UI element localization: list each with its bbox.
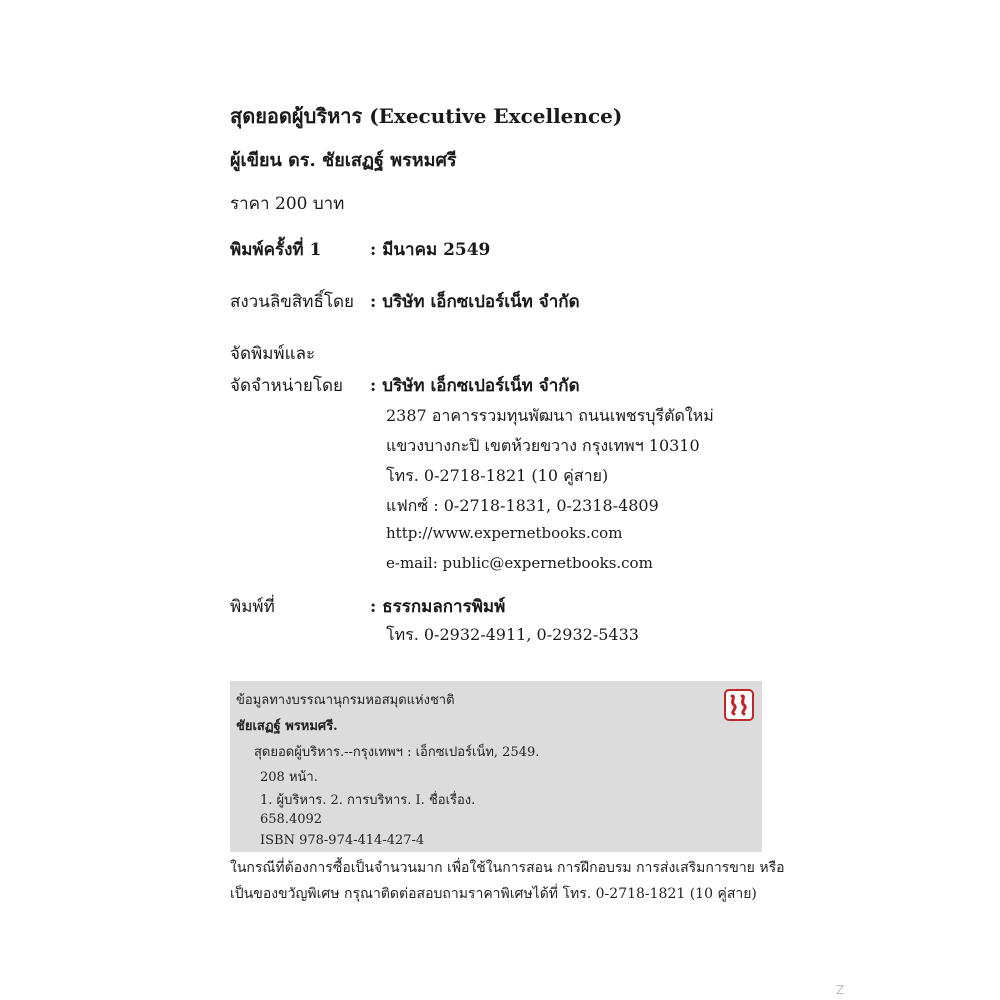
publisher-value: : บริษัท เอ็กซเปอร์เน็ท จำกัด: [370, 376, 580, 396]
catalog-classification: 658.4092: [260, 812, 323, 827]
catalog-box: [230, 681, 762, 852]
copyright-value: : บริษัท เอ็กซเปอร์เน็ท จำกัด: [370, 292, 580, 312]
page-mark: Z: [836, 983, 845, 997]
publisher-label-line1: จัดพิมพ์และ: [230, 344, 316, 364]
book-price: ราคา 200 บาท: [230, 194, 345, 214]
edition-value: : มีนาคม 2549: [370, 240, 491, 260]
catalog-title-line: สุดยอดผู้บริหาร.--กรุงเทพฯ : เอ็กซเปอร์เน็ท, 2549.: [254, 745, 540, 760]
catalog-pages: 208 หน้า.: [260, 770, 318, 785]
bulk-order-note-line2: เป็นของขวัญพิเศษ กรุณาติดต่อสอบถามราคาพิเศษได้ที่ โทร. 0-2718-1821 (10 คู่สาย): [230, 886, 757, 902]
publisher-phone: โทร. 0-2718-1821 (10 คู่สาย): [386, 466, 609, 485]
book-title: สุดยอดผู้บริหาร (Executive Excellence): [230, 104, 623, 128]
publisher-email: e-mail: public@expernetbooks.com: [386, 554, 653, 572]
publisher-logo-icon: [724, 689, 754, 721]
printer-label: พิมพ์ที่: [230, 597, 275, 617]
catalog-heading: ข้อมูลทางบรรณานุกรมหอสมุดแห่งชาติ: [236, 693, 455, 708]
book-author: ผู้เขียน ดร. ชัยเสฏฐ์ พรหมศรี: [230, 150, 457, 171]
printer-value: : ธรรกมลการพิมพ์: [370, 597, 506, 617]
publisher-fax: แฟกซ์ : 0-2718-1831, 0-2318-4809: [386, 496, 659, 515]
catalog-isbn: ISBN 978-974-414-427-4: [260, 833, 425, 848]
publisher-address1: 2387 อาคารรวมทุนพัฒนา ถนนเพชรบุรีตัดใหม่: [386, 406, 714, 425]
copyright-label: สงวนลิขสิทธิ์โดย: [230, 292, 354, 312]
bulk-order-note-line1: ในกรณีที่ต้องการซื้อเป็นจำนวนมาก เพื่อใช้ในการสอน การฝึกอบรม การส่งเสริมการขาย หรือ: [230, 860, 785, 876]
publisher-label-line2: จัดจำหน่ายโดย: [230, 376, 343, 396]
catalog-author: ชัยเสฏฐ์ พรหมศรี.: [236, 719, 338, 734]
publisher-website: http://www.expernetbooks.com: [386, 524, 623, 542]
publisher-address2: แขวงบางกะปิ เขตห้วยขวาง กรุงเทพฯ 10310: [386, 436, 700, 455]
catalog-subjects: 1. ผู้บริหาร. 2. การบริหาร. I. ชื่อเรื่อง.: [260, 793, 476, 808]
edition-label: พิมพ์ครั้งที่ 1: [230, 240, 322, 260]
printer-phone: โทร. 0-2932-4911, 0-2932-5433: [386, 625, 639, 644]
